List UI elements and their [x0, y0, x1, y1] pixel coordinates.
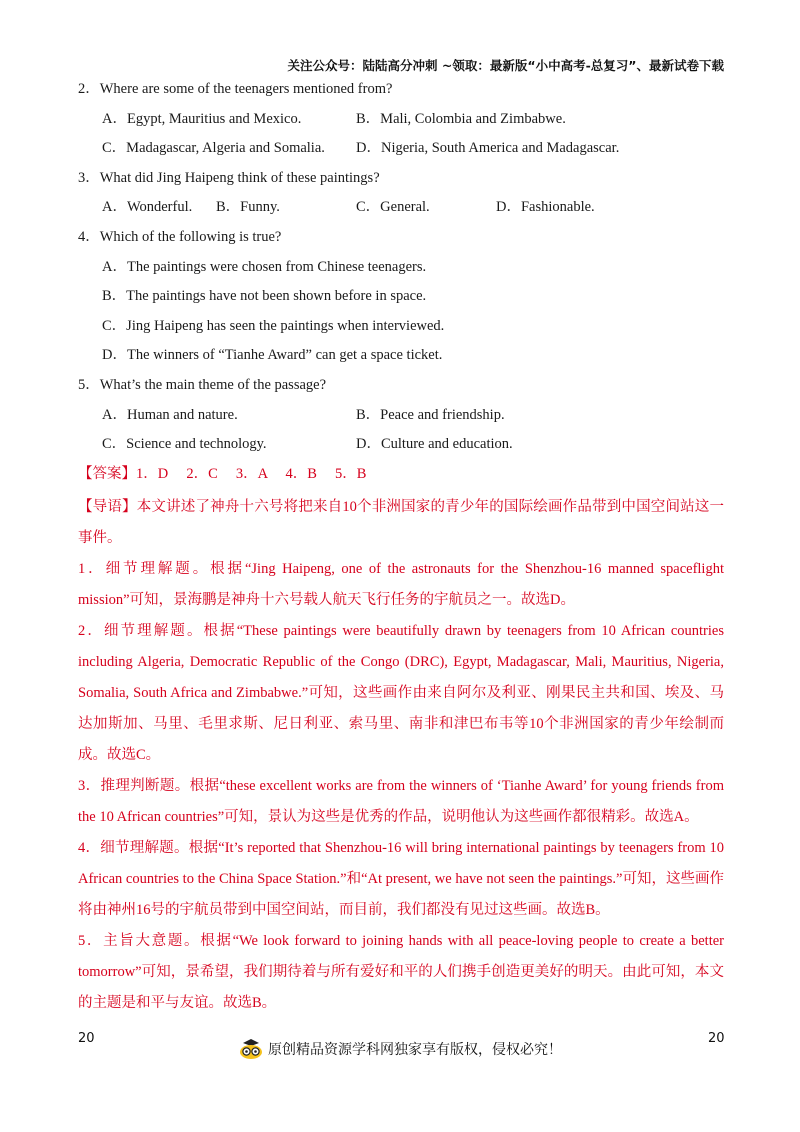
explanation-5: 5．主旨大意题。根据“We look forward to joining hands with all peace-loving people to create a better tomorrow”可知，景希望，我们期待着与所有爱好和平的人们携手创造更美好的明天。由此可知，本文的主题是和平与友谊。故选B。 — [78, 933, 724, 1012]
option-row — [78, 433, 724, 463]
document-body — [78, 78, 724, 1019]
page-number-left: 20 — [78, 1031, 95, 1046]
guide-text: 【导语】本文讲述了神舟十六号将把来自10个非洲国家的青少年的国际绘画作品带到中国空间站这一事件。 — [78, 499, 724, 547]
option-row — [78, 137, 724, 167]
explanations — [78, 492, 724, 1019]
page-number-right: 20 — [708, 1031, 725, 1046]
option-a: A．The paintings were chosen from Chinese teenagers. — [102, 258, 427, 275]
answer-key: 【答案】1．D 2．C 3．A 4．B 5．B — [78, 465, 367, 482]
question-stem: 3．What did Jing Haipeng think of these paintings? — [78, 169, 380, 186]
option-c: C．Science and technology. — [102, 436, 267, 453]
question-stem: 4．Which of the following is true? — [78, 228, 282, 245]
option-b: B．Funny. — [216, 199, 280, 216]
option-row — [78, 196, 724, 226]
footer-copyright — [238, 1038, 562, 1060]
option-a: A．Egypt, Mauritius and Mexico. — [102, 110, 302, 127]
option-b: B．The paintings have not been shown before in space. — [102, 288, 427, 305]
explanation-2: 2．细节理解题。根据“These paintings were beautifully drawn by teenagers from 10 African countries including Algeria, Democratic Republic of the Congo (DRC), Egypt, Madagascar, Mali, Mauritius, Nigeria, Somalia, South Africa and Zimbabwe.”可知，这些画作由来自阿尔及利亚、刚果民主共和国、埃及、马达加斯加、马里、毛里求斯、尼日利亚、索马里、南非和津巴布韦等10个非洲国家的青少年绘制而成。故选C。 — [78, 623, 724, 764]
option-c: C．General. — [356, 199, 430, 216]
page-header: 关注公众号：陆陆高分冲刺 ~领取：最新版“小中高考-总复习”、最新试卷下载 — [287, 58, 724, 73]
option-b: B．Peace and friendship. — [356, 406, 505, 423]
option-c: C．Jing Haipeng has seen the paintings when interviewed. — [102, 317, 445, 334]
question-stem: 5．What’s the main theme of the passage? — [78, 376, 327, 393]
option-b: B．Mali, Colombia and Zimbabwe. — [356, 110, 566, 127]
option-row — [78, 404, 724, 434]
explanation-3: 3．推理判断题。根据“these excellent works are from the winners of ‘Tianhe Award’ for young friends from the 10 African countries”可知，景认为这些是优秀的作品，说明他认为这些画作都很精彩。故选A。 — [78, 778, 724, 826]
copyright-text: 原创精品资源学科网独家享有版权，侵权必究！ — [268, 1042, 562, 1058]
option-a: A．Human and nature. — [102, 406, 238, 423]
option-c: C．Madagascar, Algeria and Somalia. — [102, 140, 325, 157]
option-d: D．Fashionable. — [496, 199, 595, 216]
owl-logo-icon — [238, 1038, 264, 1060]
option-d: D．Culture and education. — [356, 436, 513, 453]
question-stem: 2．Where are some of the teenagers mentioned from? — [78, 81, 393, 97]
option-row — [78, 108, 724, 138]
option-d: D．Nigeria, South America and Madagascar. — [356, 140, 620, 157]
explanation-1: 1．细节理解题。根据“Jing Haipeng, one of the astronauts for the Shenzhou-16 manned spaceflight mission”可知，景海鹏是神舟十六号载人航天飞行任务的宇航员之一。故选D。 — [78, 561, 724, 609]
option-a: A．Wonderful. — [102, 199, 193, 216]
option-d: D．The winners of “Tianhe Award” can get a space ticket. — [102, 347, 443, 364]
explanation-4: 4．细节理解题。根据“It’s reported that Shenzhou-16 will bring international paintings by teenagers from 10 African countries to the China Space Station.”和“At present, we have not seen the paintings.”可知，这些画作将由神州16号的宇航员带到中国空间站，而目前，我们都没有见过这些画。故选B。 — [78, 840, 724, 919]
